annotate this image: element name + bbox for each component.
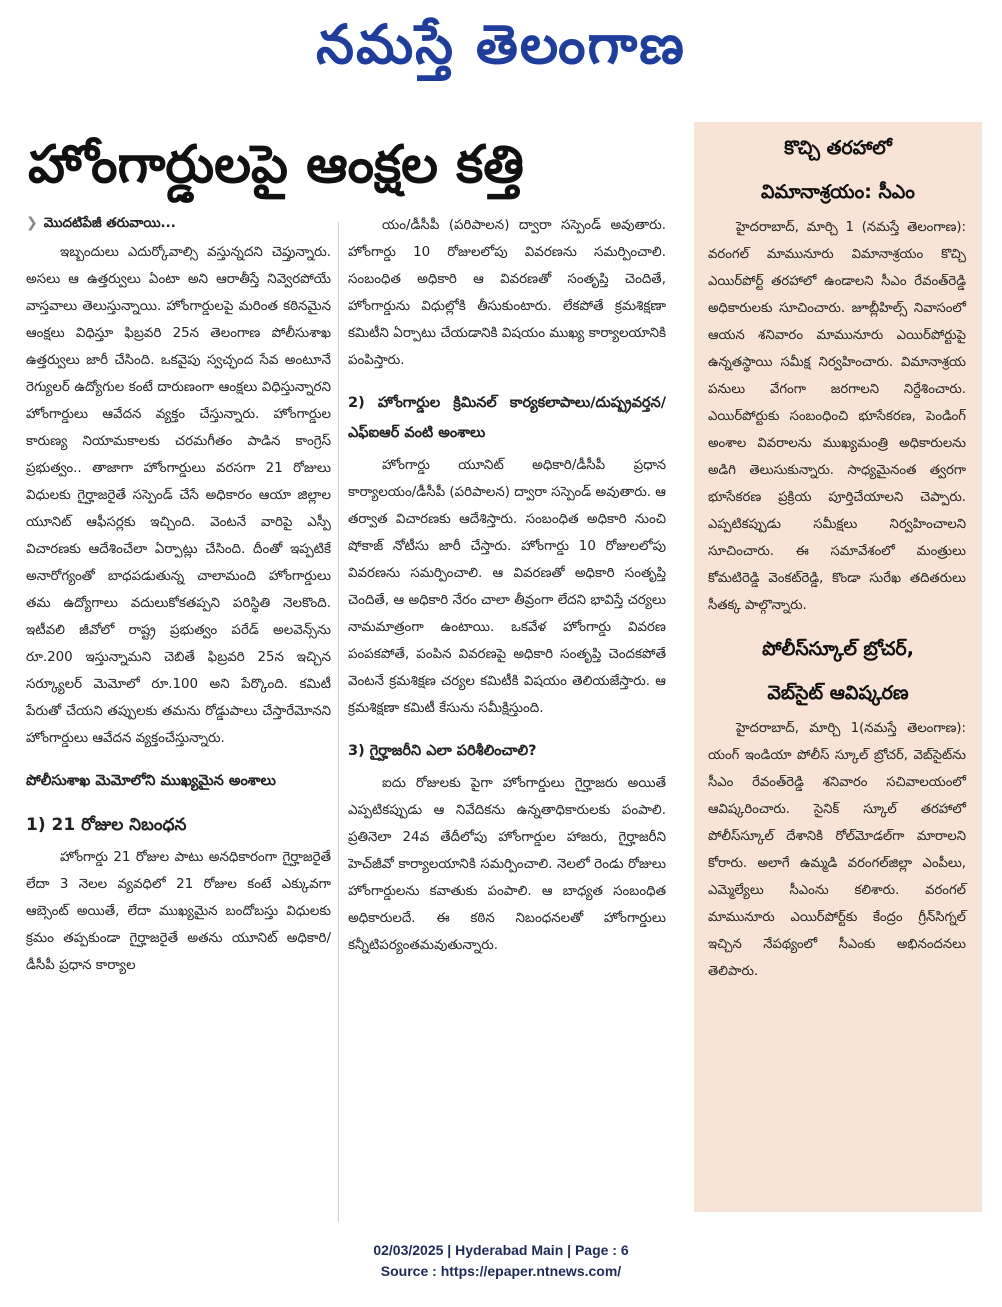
article-paragraph: హోంగార్డు 21 రోజుల పాటు అనధికారంగా గైర్హాజరైతే లేదా 3 నెలల వ్యవధిలో 21 రోజుల కంటే ఎక్కువగా ఆబ్సెంట్ అయితే, లేదా ముఖ్యమైన బందోబస్తు విధులకు క్రమం తప్పకుండా గైర్హాజరైతే అతను యూనిట్ అధికారి/డీసీపీ ప్రధాన కార్యాల: [26, 850, 331, 973]
source-link[interactable]: Source : https://epaper.ntnews.com/: [380, 1263, 622, 1279]
column-divider: [338, 222, 339, 1222]
sidebar-story-body: హైదరాబాద్, మార్చి 1(నమస్తే తెలంగాణ): యంగ్ ఇండియా పోలీస్ స్కూల్ బ్రోచర్, వెబ్‌సైట్‌ను సీఎం రేవంత్‌రెడ్డి శనివారం సచివాలయంలో ఆవిష్కరించారు. సైనిక్ స్కూల్ తరహాలో పోలీస్‌స్కూల్ దేశానికి రోల్‌మోడల్‌గా మారాలని కోరారు. అలాగే ఉమ్మడి వరంగల్‌జిల్లా ఎంపీలు, ఎమ్మెల్యేలు సీఎంను కలిశారు. వరంగల్ మామునూరు ఎయిర్‌పోర్ట్‌కు కేంద్రం గ్రీన్‌సిగ్నల్ ఇచ్చిన నేపథ్యంలో సీఎంకు అభినందనలు తెలిపారు.: [708, 721, 966, 979]
sidebar-story-headline: వెబ్‌సైట్ ఆవిష్కరణ: [767, 682, 909, 704]
article-paragraph: యం/డీసీపీ (పరిపాలన) ద్వారా సస్పెండ్ అవుతారు. హోంగార్డు 10 రోజులలోపు వివరణను సమర్పించాలి. సంబంధిత అధికారి ఆ వివరణతో సంతృప్తి చెందితే, హోంగార్డును విధుల్లోకి తీసుకుంటారు. లేకపోతే క్రమశిక్షణా కమిటీని ఏర్పాటు చేయడానికి విషయం ముఖ్య కార్యాలయానికి పంపిస్తారు.: [348, 218, 666, 368]
sidebar-story-headline: పోలీస్‌స్కూల్ బ్రోచర్,: [762, 638, 914, 660]
article-column-2: [348, 212, 666, 1242]
newspaper-masthead: నమస్తే తెలంగాణ: [316, 12, 686, 76]
sidebar-story-2: [694, 627, 982, 985]
chevron-right-icon: ❯: [26, 215, 38, 231]
sidebar-story-body: హైదరాబాద్, మార్చి 1 (నమస్తే తెలంగాణ): వరంగల్ మామునూరు విమానాశ్రయం కొచ్చి ఎయిర్‌పోర్ట్ తరహాలో ఉండాలని సీఎం రేవంత్‌రెడ్డి అధికారులకు సూచించారు. జూబ్లీహిల్స్ నివాసంలో ఆయన శనివారం మామునూరు ఎయిర్‌పోర్టుపై ఉన్నతస్థాయి సమీక్ష నిర్వహించారు. విమానాశ్రయ పనులు వేగంగా జరగాలని నిర్దేశించారు. ఎయిర్‌పోర్టుకు సంబంధించి భూసేకరణ, పెండింగ్ అంశాల వివరాలను ముఖ్యమంత్రి అధికారులను అడిగి తెలుసుకున్నారు. సాధ్యమైనంత త్వరగా భూసేకరణ ప్రక్రియ పూర్తిచేయాలని చెప్పారు. ఎప్పటికప్పుడు సమీక్షలు నిర్వహించాలని సూచించారు. ఈ సమావేశంలో మంత్రులు కోమటిరెడ్డి వెంకట్‌రెడ్డి, కొండా సురేఖ తదితరులు సీతక్క పాల్గొన్నారు.: [708, 220, 966, 613]
section-heading: పోలీసుశాఖ మెమోలోని ముఖ్యమైన అంశాలు: [26, 773, 276, 789]
section-heading: 3) గైర్హాజరీని ఎలా పరిశీలించాలి?: [348, 743, 537, 759]
article-paragraph: ఐదు రోజులకు పైగా హోంగార్డులు గైర్హాజరు అయితే ఎప్పటికప్పుడు ఆ నివేదికను ఉన్నతాధికారులకు పంపాలి. ప్రతినెలా 24వ తేదీలోపు హోంగార్డుల హాజరు, గైర్హాజరీని హెచ్‌జీవో కార్యాలయానికి సమర్పించాలి. నెలలో రెండు రోజులు హోంగార్డులను కవాతుకు పంపాలి. ఆ బాధ్యత సంబంధిత అధికారులదే. ఈ కఠిన నిబంధనలతో హోంగార్డులు కన్నీటిపర్యంతమవుతున్నారు.: [348, 776, 666, 953]
continuation-label: [26, 210, 331, 237]
article-paragraph: ఇబ్బందులు ఎదుర్కోవాల్సి వస్తున్నదని చెప్తున్నారు. అసలు ఆ ఉత్తర్వులు ఏంటా అని ఆరాతీస్తే నివ్వెరపోయే వాస్తవాలు తెలుస్తున్నాయి. హోంగార్డులపై మరింత కఠినమైన ఆంక్షలు విధిస్తూ ఫిబ్రవరి 25న తెలంగాణ పోలీసుశాఖ ఉత్తర్వులు జారీ చేసింది. ఒకవైపు స్వచ్ఛంద సేవ అంటూనే రెగ్యులర్ ఉద్యోగుల కంటే దారుణంగా ఆంక్షలు విధిస్తున్నారని హోంగార్డులు ఆవేదన వ్యక్తం చేస్తున్నారు. హోంగార్డుల కారుణ్య నియామకాలకు చరమగీతం పాడిన కాంగ్రెస్ ప్రభుత్వం.. తాజాగా హోంగార్డులు వరసగా 21 రోజులు విధులకు గైర్హాజరైతే సస్పెండ్ చేసే అధికారం ఆయా జిల్లాల యూనిట్ ఆఫీసర్లకు ఇచ్చింది. వెంటనే వారిపై ఎస్పీ విచారణకు ఆదేశించేలా ఏర్పాట్లు చేసింది. దీంతో ఇప్పటికే అనారోగ్యంతో బాధపడుతున్న చాలామంది హోంగార్డులు తమ ఉద్యోగాలు వదులుకోకతప్పని పరిస్థితి నెలకొంది. ఇటీవలి జీవోలో రాష్ట్ర ప్రభుత్వం పరేడ్ అలవెన్స్‌ను రూ.200 ఇస్తున్నామని చెబితే ఫిబ్రవరి 25న ఇచ్చిన సర్క్యూలర్ మెమోలో రూ.100 అని పేర్కొంది. కమిటీ పేరుతో చేయని తప్పులకు తమను రోడ్డుపాలు చేస్తారేమోనని హోంగార్డులు ఆవేదన వ్యక్తంచేస్తున్నారు.: [26, 245, 331, 746]
article-headline: హోంగార్డులపై ఆంక్షల కత్తి: [28, 135, 524, 195]
edition-info: 02/03/2025 | Hyderabad Main | Page : 6: [373, 1242, 629, 1258]
article-column-1: [26, 210, 331, 1240]
sidebar-story-headline: విమానాశ్రయం: సీఎం: [761, 181, 915, 203]
sidebar-story-1: [694, 126, 982, 619]
section-heading: 1) 21 రోజుల నిబంధన: [26, 815, 187, 835]
continuation-text: మొదటిపేజీ తరువాయి...: [43, 216, 176, 231]
sidebar-story-headline: కొచ్చి తరహాలో: [784, 137, 892, 159]
article-paragraph: హోంగార్డు యూనిట్ అధికారి/డీసీపీ ప్రధాన కార్యాలయం/డీసీపీ (పరిపాలన) ద్వారా సస్పెండ్ అవుతారు. ఆ తర్వాత విచారణకు ఆదేశిస్తారు. సంబంధిత అధికారి నుంచి షోకాజ్ నోటీసు జారీ చేస్తారు. హోంగార్డు 10 రోజులలోపు వివరణను సమర్పించాలి. ఆ వివరణతో అధికారి సంతృప్తి చెందితే, ఆ అధికారి నేరం చాలా తీవ్రంగా లేదని భావిస్తే చర్యలు నామమాత్రంగా ఉంటాయి. ఒకవేళ హోంగార్డు వివరణ పంపకపోతే, పంపిన వివరణపై అధికారి సంతృప్తి చెందకపోతే వెంటనే క్రమశిక్షణ చర్యల కమిటీకి విషయం తెలియజేస్తారు. ఆ క్రమశిక్షణా కమిటీ కేసును సమీక్షిస్తుంది.: [348, 458, 666, 716]
page-footer: [0, 1240, 1002, 1282]
sidebar-news-box: [694, 122, 982, 1212]
section-heading: 2) హోంగార్డుల క్రిమినల్ కార్యకలాపాలు/దుష్ప్రవర్తన/ ఎఫ్ఐఆర్ వంటి అంశాలు: [348, 395, 666, 441]
